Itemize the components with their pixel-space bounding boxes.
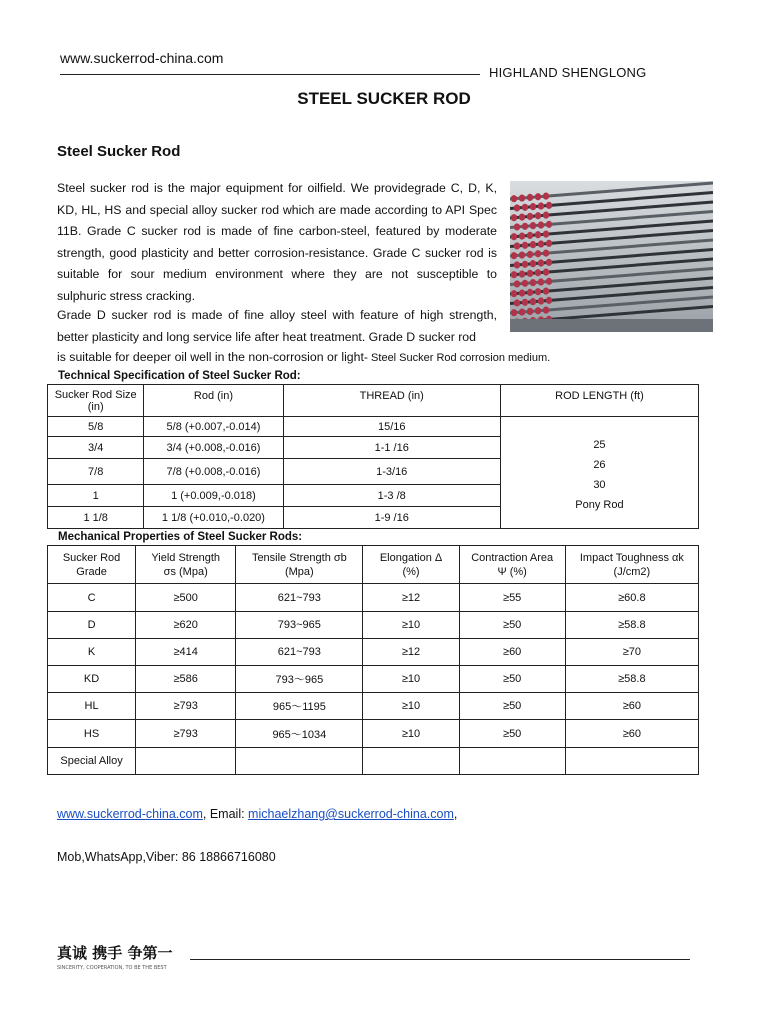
- table-row: [48, 748, 699, 775]
- cell: ≥620: [136, 612, 236, 639]
- mech-header-line: Sucker Rod: [62, 551, 121, 564]
- cell: ≥60.8: [565, 584, 698, 612]
- cell: ≥10: [363, 666, 459, 693]
- cell: ≥10: [363, 720, 459, 748]
- mech-header-line: σs (Mpa): [163, 565, 208, 578]
- cell: ≥50: [459, 666, 565, 693]
- cell: 1: [48, 485, 144, 507]
- cell: [236, 748, 363, 775]
- cell: 1 1/8: [48, 507, 144, 529]
- mech-header-cell: [48, 546, 136, 584]
- cell: 15/16: [283, 417, 500, 437]
- tech-spec-table: [47, 384, 699, 529]
- rod-length-value: 25: [593, 438, 606, 451]
- cell: ≥50: [459, 612, 565, 639]
- table-row: [48, 417, 699, 437]
- table-row: [48, 666, 699, 693]
- cell: [363, 748, 459, 775]
- mech-header-line: Grade: [76, 565, 107, 578]
- cell: HL: [48, 693, 136, 720]
- company-name: HIGHLAND SHENGLONG: [489, 65, 647, 80]
- cell: Special Alloy: [48, 748, 136, 775]
- mech-header-line: Contraction Area: [471, 551, 554, 564]
- cell: 621~793: [236, 584, 363, 612]
- footer-contact: [57, 807, 457, 821]
- cell: 3/4 (+0.008,-0.016): [144, 437, 283, 459]
- cell: ≥50: [459, 720, 565, 748]
- table-row: [48, 639, 699, 666]
- cell: ≥414: [136, 639, 236, 666]
- cell: ≥793: [136, 693, 236, 720]
- cell: ≥70: [565, 639, 698, 666]
- cell: 3/4: [48, 437, 144, 459]
- mech-header-cell: [236, 546, 363, 584]
- cell: ≥12: [363, 639, 459, 666]
- slogan-cn: 真诚 携手 争第一: [57, 944, 173, 962]
- cell: ≥60: [565, 693, 698, 720]
- cell: K: [48, 639, 136, 666]
- email-link[interactable]: michaelzhang@suckerrod-china.com: [248, 807, 454, 821]
- mech-props-table: [47, 545, 699, 775]
- cell: 965～1034: [236, 720, 363, 748]
- mech-header-line: (J/cm2): [613, 565, 651, 578]
- cell: [136, 748, 236, 775]
- document-title: STEEL SUCKER ROD: [297, 89, 471, 108]
- cell: ≥50: [459, 693, 565, 720]
- cell: HS: [48, 720, 136, 748]
- cell: 965～1195: [236, 693, 363, 720]
- mech-header-cell: [363, 546, 459, 584]
- header-rod: Rod (in): [144, 385, 283, 417]
- sucker-rod-photo: [510, 181, 713, 332]
- mech-header-line: Elongation Δ: [379, 551, 443, 564]
- trailing-comma: ,: [453, 807, 458, 821]
- cell: 621~793: [236, 639, 363, 666]
- slogan-logo: [57, 940, 187, 972]
- cell: 1 1/8 (+0.010,-0.020): [144, 507, 283, 529]
- cell: ≥60: [459, 639, 565, 666]
- table-row: [48, 612, 699, 639]
- rod-length-value: 30: [593, 478, 606, 491]
- header-rod-length: ROD LENGTH (ft): [500, 385, 698, 417]
- slogan-rule: [190, 959, 690, 960]
- cell: 793～965: [236, 666, 363, 693]
- table-row: [48, 693, 699, 720]
- cell: 5/8: [48, 417, 144, 437]
- header-site-url: www.suckerrod-china.com: [60, 50, 224, 66]
- cell: 1-9 /16: [283, 507, 500, 529]
- mech-header-line: Impact Toughness αk: [579, 551, 684, 564]
- mech-props-caption: Mechanical Properties of Steel Sucker Rods:: [58, 531, 303, 543]
- cell: 1-1 /16: [283, 437, 500, 459]
- footer-phone: Mob,WhatsApp,Viber: 86 18866716080: [57, 850, 276, 864]
- cell: ≥58.8: [565, 612, 698, 639]
- mech-header-line: Tensile Strength σb: [251, 551, 347, 564]
- cell: ≥500: [136, 584, 236, 612]
- rod-length-cell: [500, 417, 698, 529]
- cell: [459, 748, 565, 775]
- cell: ≥793: [136, 720, 236, 748]
- mech-props-header-row: [48, 546, 699, 584]
- cell: ≥586: [136, 666, 236, 693]
- grade-d-last-line: is suitable for deeper oil well in the non-corrosion or light- Steel Sucker Rod corrosion medium.: [57, 350, 551, 364]
- mech-header-cell: [565, 546, 698, 584]
- cell: ≥60: [565, 720, 698, 748]
- cell: 793~965: [236, 612, 363, 639]
- intro-paragraph: Steel sucker rod is the major equipment for oilfield. We providegrade C, D, K, KD, HL, HS and special alloy sucker rod which are made according to API Spec 11B. Grade C sucker rod is made of fine carbon-steel, featured by moderate strength, good plasticity and better corrosion-resistance. Grade C sucker rod is suitable for sour medium environment where they are not susceptible to sulphuric stress cracking.: [57, 181, 497, 303]
- cell: 7/8: [48, 459, 144, 485]
- header-thread: THREAD (in): [283, 385, 500, 417]
- mech-header-line: Ψ (%): [497, 565, 527, 578]
- mech-header-line: (%): [402, 565, 420, 578]
- cell: 1-3 /8: [283, 485, 500, 507]
- cell: ≥58.8: [565, 666, 698, 693]
- mech-header-cell: [136, 546, 236, 584]
- cell: ≥10: [363, 612, 459, 639]
- rod-length-value: 26: [593, 458, 606, 471]
- header-rule: [60, 74, 480, 75]
- cell: 1 (+0.009,-0.018): [144, 485, 283, 507]
- website-link[interactable]: www.suckerrod-china.com: [57, 807, 203, 821]
- cell: ≥12: [363, 584, 459, 612]
- table-row: [48, 720, 699, 748]
- mech-header-line: Yield Strength: [151, 551, 221, 564]
- cell: ≥55: [459, 584, 565, 612]
- cell: 5/8 (+0.007,-0.014): [144, 417, 283, 437]
- cell: KD: [48, 666, 136, 693]
- grade-d-paragraph: Grade D sucker rod is made of fine alloy steel with feature of high strength, better plasticity and long service life after heat treatment. Grade D sucker rod: [57, 308, 497, 344]
- cell: D: [48, 612, 136, 639]
- cell: [565, 748, 698, 775]
- cell: 7/8 (+0.008,-0.016): [144, 459, 283, 485]
- tech-spec-caption: Technical Specification of Steel Sucker Rod:: [58, 370, 301, 382]
- cell: 1-3/16: [283, 459, 500, 485]
- mech-header-line: (Mpa): [284, 565, 314, 578]
- email-label: , Email:: [202, 807, 249, 821]
- mech-header-cell: [459, 546, 565, 584]
- cell: ≥10: [363, 693, 459, 720]
- tech-spec-header-row: [48, 385, 699, 417]
- table-row: [48, 584, 699, 612]
- header-rod-size: Sucker Rod Size (in): [48, 385, 144, 417]
- cell: C: [48, 584, 136, 612]
- section-title: Steel Sucker Rod: [57, 143, 181, 160]
- slogan-en: SINCERITY, COOPERATION, TO BE THE BEST: [57, 965, 167, 971]
- rod-length-value: Pony Rod: [575, 498, 624, 511]
